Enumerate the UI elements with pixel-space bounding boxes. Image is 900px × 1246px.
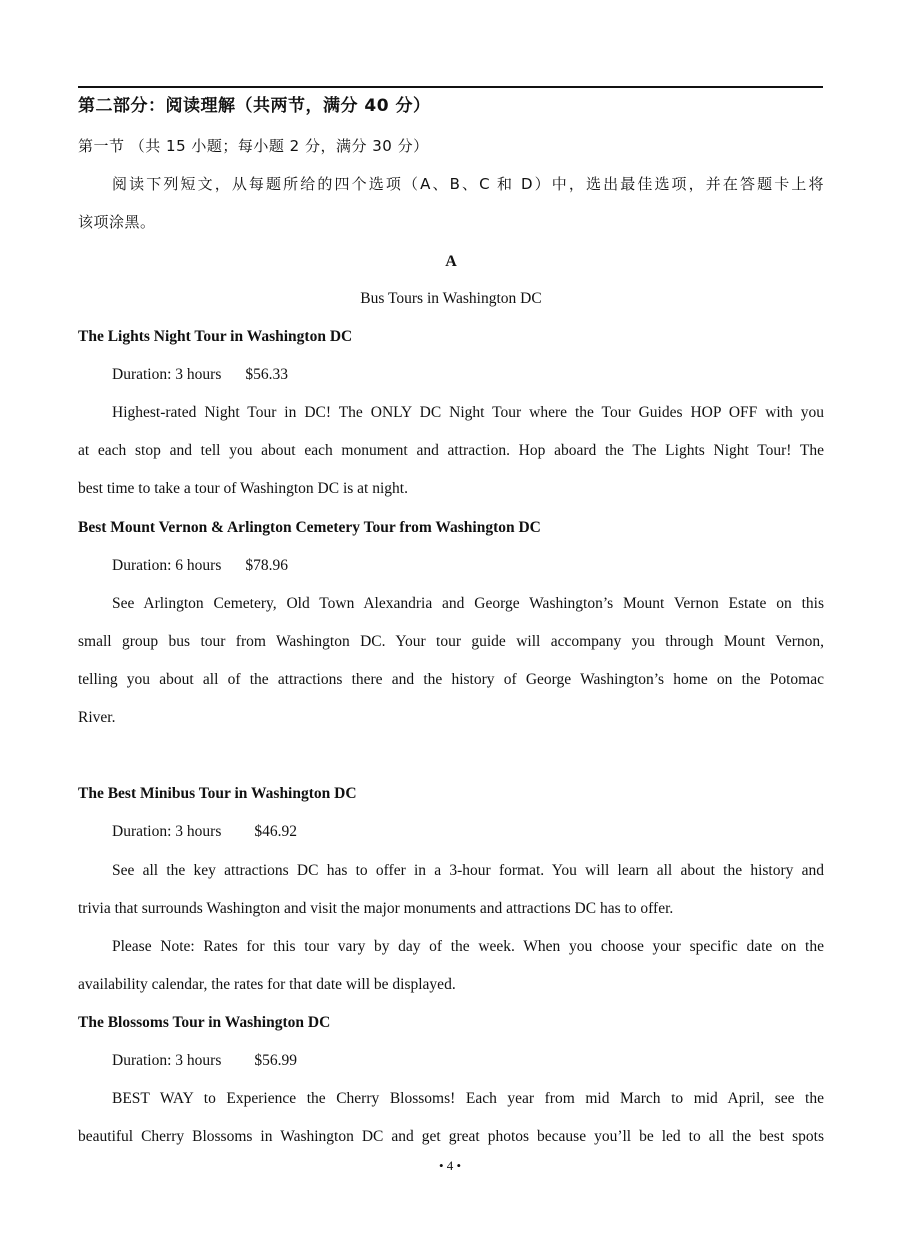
page-number: • 4 • — [438, 1158, 462, 1173]
tour-duration: Duration: 3 hours — [112, 366, 222, 383]
section-info: 第一节 （共 15 小题；每小题 2 分，满分 30 分） — [78, 137, 429, 155]
tour-note-line: availability calendar, the rates for that date will be displayed. — [78, 976, 456, 993]
tour-desc-line: telling you about all of the attractions there and the history of George Washington’s home on the Potomac — [78, 671, 824, 688]
tour-heading: The Best Minibus Tour in Washington DC — [78, 785, 357, 802]
tour-heading: The Blossoms Tour in Washington DC — [78, 1014, 331, 1031]
tour-desc-line: See Arlington Cemetery, Old Town Alexandria and George Washington’s Mount Vernon Estate on this — [112, 595, 824, 612]
tour-duration: Duration: 6 hours — [112, 557, 222, 574]
tour-duration-row — [78, 822, 824, 842]
passage-label: A — [445, 253, 457, 270]
passage-title: Bus Tours in Washington DC — [360, 290, 542, 307]
tour-desc-line: small group bus tour from Washington DC. Your tour guide will accompany you through Mount Vernon, — [78, 633, 824, 650]
instruction-line-1: 阅读下列短文，从每题所给的四个选项（A、B、C 和 D）中，选出最佳选项，并在答题卡上将 — [112, 175, 824, 193]
header-rule — [78, 86, 823, 88]
tour-desc-line: See all the key attractions DC has to offer in a 3-hour format. You will learn all about the history and — [112, 862, 824, 879]
tour-price: $56.99 — [254, 1052, 297, 1069]
tour-desc-line: River. — [78, 709, 116, 726]
tour-desc-line: best time to take a tour of Washington DC is at night. — [78, 480, 408, 497]
tour-duration-row — [78, 365, 824, 385]
tour-duration: Duration: 3 hours — [112, 1052, 222, 1069]
tour-desc-line: beautiful Cherry Blossoms in Washington DC and get great photos because you’ll be led to all the best spots — [78, 1128, 824, 1145]
tour-duration-row — [78, 556, 824, 576]
tour-desc-line: Highest-rated Night Tour in DC! The ONLY DC Night Tour where the Tour Guides HOP OFF with you — [112, 404, 824, 421]
tour-heading: Best Mount Vernon & Arlington Cemetery Tour from Washington DC — [78, 519, 541, 536]
tour-price: $78.96 — [245, 557, 288, 574]
tour-heading: The Lights Night Tour in Washington DC — [78, 328, 353, 345]
tour-duration: Duration: 3 hours — [112, 823, 222, 840]
instruction-line-2: 该项涂黑。 — [78, 213, 156, 231]
tour-desc-line: at each stop and tell you about each monument and attraction. Hop aboard the The Lights Night Tour! The — [78, 442, 824, 459]
tour-desc-line: BEST WAY to Experience the Cherry Blossoms! Each year from mid March to mid April, see the — [112, 1090, 824, 1107]
tour-price: $46.92 — [254, 823, 297, 840]
tour-desc-line: trivia that surrounds Washington and visit the major monuments and attractions DC has to offer. — [78, 900, 674, 917]
tour-note-line: Please Note: Rates for this tour vary by day of the week. When you choose your specific date on the — [112, 938, 824, 955]
part-title: 第二部分：阅读理解（共两节，满分 40 分） — [78, 96, 431, 116]
tour-duration-row — [78, 1051, 824, 1071]
tour-price: $56.33 — [245, 366, 288, 383]
